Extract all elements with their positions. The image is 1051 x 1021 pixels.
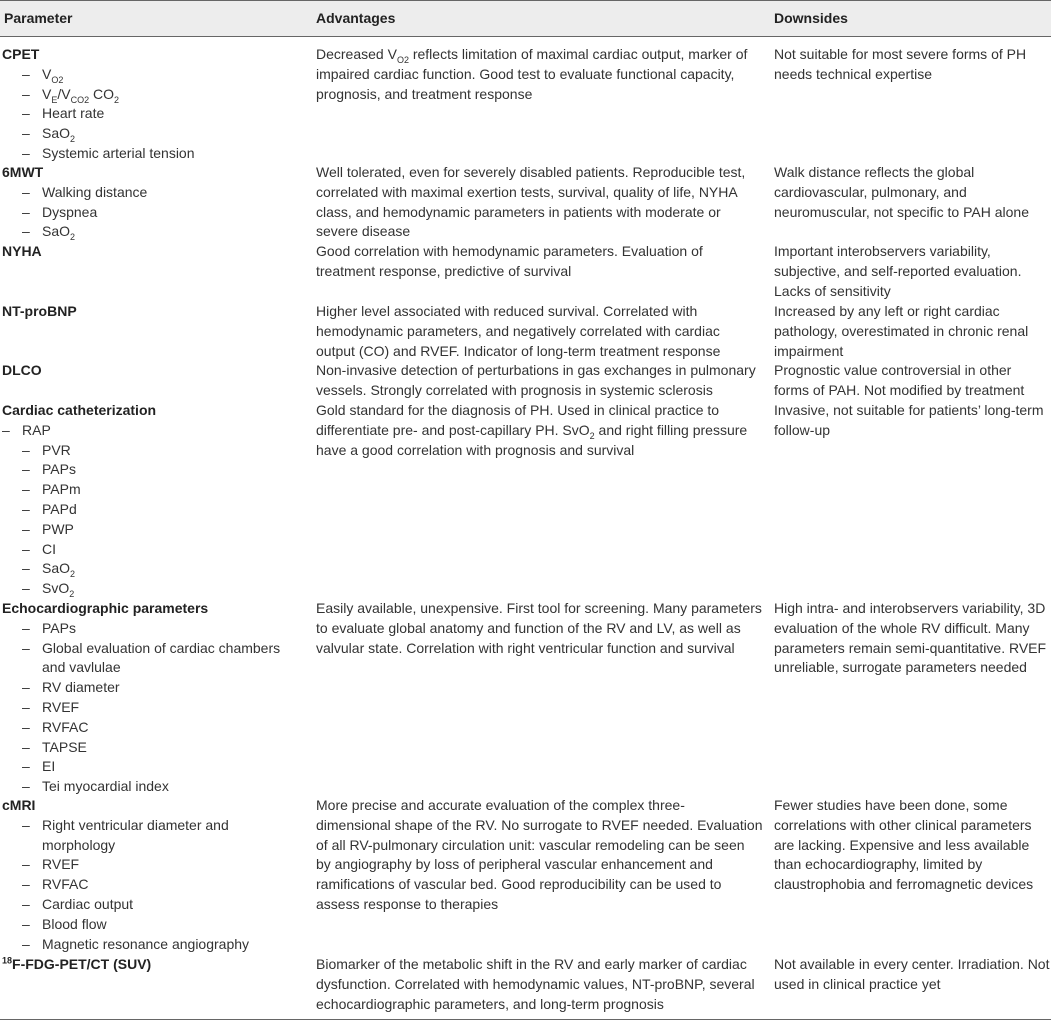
text-run: PAPs [42,619,76,636]
list-bullet: – [22,679,30,696]
downsides-line [774,183,967,203]
text-run: Not suitable for most severe forms of PH [774,46,1027,62]
text-run: Not available in every center. Irradiation. Not [774,956,1050,972]
parameter-item [42,816,229,836]
text-run: V [42,85,52,102]
row-parameter-name [2,599,208,619]
list-bullet: – [22,778,30,795]
downsides-line [774,322,1028,342]
downsides-line [774,816,1032,836]
parameter-item [42,855,79,875]
text-run: impaired cardiac function. Good test to evaluate functional capacity, [316,65,735,82]
text-run: subjective, and self-reported evaluation. [774,262,1022,279]
downsides-line [774,342,843,362]
row-parameter-name [2,45,39,65]
parameter-item [42,222,75,242]
parameter-item-continued: and vavlulae [42,659,121,676]
advantages-line [316,242,703,262]
subscript: 2 [69,588,75,599]
downsides-line [774,262,1021,282]
text-run: CI [42,540,56,557]
list-bullet: – [22,619,30,636]
advantages-line [316,85,532,105]
downsides-line [774,302,1000,322]
text-run: PAPd [42,501,77,517]
downsides-line [774,619,1030,639]
table-bottom-rule [0,1019,1051,1020]
list-bullet: – [22,758,30,775]
downsides-line [774,855,982,875]
row-parameter-name [2,401,156,421]
parameter-item [42,579,74,599]
list-bullet: – [22,65,30,82]
text-run: by angiography by loss of peripheral vascular enhancement and [316,856,713,873]
text-run: TAPSE [42,738,87,755]
text-run: CO [89,85,114,102]
text-run: EI [42,758,56,775]
text-run: treatment response, predictive of survival [316,262,572,279]
parameter-item [42,520,74,540]
text-run: vessels. Strongly correlated with prognosis in systemic sclerosis [316,381,713,398]
parameter-item [42,757,55,777]
list-bullet: – [22,223,30,240]
list-bullet: – [22,501,30,517]
parameter-item [42,203,97,223]
subscript: E [51,94,58,105]
text-run: Right ventricular diameter and [42,816,229,833]
row-parameter-name [2,163,43,183]
text-run: hemodynamic parameters, and negatively correlated with cardiac [316,322,720,339]
parameter-item [42,639,280,659]
downsides-line [774,282,891,302]
text-run: correlations with other clinical parameters [774,816,1032,833]
text-run: parameters remain semi-quantitative. RVEF [774,639,1047,656]
parameter-item [42,559,75,579]
text-run: assess response to therapies [316,896,499,912]
advantages-line [316,361,756,381]
parameter-item [42,718,88,738]
list-bullet: – [22,935,30,952]
parameter-item [42,500,77,520]
text-run: NT-proBNP [2,303,77,319]
text-run: correlated with maximal exertion tests, survival, quality of life, NYHA [316,183,738,200]
advantages-line [316,875,721,895]
text-run: RVFAC [42,876,89,893]
text-run: RVEF [42,856,80,873]
list-bullet: – [2,421,10,438]
row-parameter-name [2,302,77,322]
advantages-line [316,381,713,401]
downsides-line [774,658,1027,678]
text-run: Easily available, unexpensive. First tool for screening. Many parameters [316,600,762,616]
subscript: O2 [396,54,409,65]
parameter-item [42,875,88,895]
text-run: Prognostic value controversial in other [774,362,1012,378]
text-run: PAPm [42,481,81,498]
text-run: SaO [42,223,71,240]
text-run: /V [57,85,71,102]
text-run: are lacking. Expensive and less available [774,836,1030,853]
text-run: Gold standard for the diagnosis of PH. Used in clinical practice to [316,402,720,418]
parameter-item [42,619,76,639]
list-bullet: – [22,560,30,577]
subscript: 2 [589,430,595,441]
list-bullet: – [22,125,30,142]
advantages-line [316,421,747,441]
downsides-line [774,599,1045,619]
text-run: Well tolerated, even for severely disabled patients. Reproducible test, [316,164,746,180]
header-advantages: Advantages [316,10,396,26]
superscript: 18 [2,955,13,966]
advantages-line [316,322,720,342]
list-bullet: – [22,520,30,537]
advantages-line [316,302,697,322]
text-run: to evaluate global anatomy and function of the RV and LV, as well as [316,619,741,636]
list-bullet: – [22,441,30,458]
advantages-line [316,401,719,421]
text-run: class, and hemodynamic parameters in patients with moderate or [316,203,721,220]
list-bullet: – [22,540,30,557]
parameter-item [42,104,104,124]
text-run: Fewer studies have been done, some [774,797,1008,813]
downsides-line [774,163,974,183]
text-run: Tei myocardial index [42,778,169,795]
subscript: O2 [51,74,64,85]
text-run: used in clinical practice yet [774,975,941,992]
advantages-line [316,45,747,65]
text-run: RAP [22,421,51,438]
downsides-line [774,421,830,441]
row-parameter-name [2,955,151,975]
text-run: V [42,65,52,82]
text-run: unreliable, surrogate parameters needed [774,659,1027,676]
text-run: Blood flow [42,915,107,932]
advantages-line [316,855,713,875]
text-run: More precise and accurate evaluation of the complex three- [316,797,685,813]
parameter-item [42,935,249,955]
subscript: 2 [70,232,76,243]
list-bullet: – [22,915,30,932]
text-run: Good correlation with hemodynamic parameters. Evaluation of [316,243,703,259]
text-run: SaO [42,125,71,142]
text-run: Higher level associated with reduced survival. Correlated with [316,303,698,319]
text-run: Heart rate [42,105,105,122]
downsides-line [774,796,1007,816]
text-run: RV diameter [42,679,120,696]
subscript: 2 [70,569,76,580]
text-run: reflects limitation of maximal cardiac output, marker of [408,46,748,62]
header-parameter: Parameter [4,10,73,26]
parameter-item [42,144,195,164]
text-run: Echocardiographic parameters [2,600,209,616]
parameter-item [42,85,119,105]
header-downsides: Downsides [774,10,848,26]
advantages-line [316,619,741,639]
text-run: High intra- and interobservers variability, 3D [774,600,1046,616]
downsides-line [774,875,1033,895]
text-run: PWP [42,520,74,537]
text-run: Increased by any left or right cardiac [774,303,1000,319]
downsides-line [774,955,1049,975]
text-run: Dyspnea [42,203,98,220]
list-bullet: – [22,145,30,161]
text-run: echocardiographic parameters, and long-term prognosis [316,995,664,1012]
text-run: needs technical expertise [774,65,932,82]
downsides-line [774,639,1046,659]
advantages-line [316,342,720,362]
list-bullet: – [22,856,30,873]
advantages-line [316,441,634,461]
parameter-item [42,480,81,500]
text-run: NYHA [2,243,42,259]
subscript: 2 [70,133,76,144]
advantages-line [316,955,747,975]
parameter-item [42,460,76,480]
row-parameter-name [2,242,42,262]
list-bullet: – [22,461,30,478]
text-run: Biomarker of the metabolic shift in the RV and early marker of cardiac [316,956,747,972]
advantages-line [316,895,498,915]
parameter-item [22,421,51,441]
parameter-item [42,915,107,935]
list-bullet: – [22,85,30,102]
downsides-line [774,45,1026,65]
list-bullet: – [22,718,30,735]
parameter-item [42,895,133,915]
text-run: Magnetic resonance angiography [42,935,250,952]
parameter-item [42,738,87,758]
text-run: cardiovascular, pulmonary, and [774,183,967,200]
text-run: SaO [42,560,71,577]
text-run: PAPs [42,461,76,478]
row-parameter-name [2,361,42,381]
parameter-item [42,540,56,560]
text-run: Walk distance reflects the global [774,164,975,180]
downsides-line [774,836,1029,856]
text-run: PVR [42,441,71,458]
text-run: Walking distance [42,183,148,200]
list-bullet: – [22,203,30,220]
text-run: RVFAC [42,718,89,735]
list-bullet: – [22,639,30,656]
parameter-item [42,124,75,144]
parameter-item [42,678,120,698]
text-run: valvular state. Correlation with right ventricular function and survival [316,639,735,656]
text-run: Cardiac output [42,896,134,912]
downsides-line [774,361,1011,381]
list-bullet: – [22,699,30,715]
list-bullet: – [22,183,30,200]
text-run: severe disease [316,223,411,240]
advantages-line [316,65,734,85]
text-run: have a good correlation with prognosis and survival [316,441,635,458]
parameter-item [42,183,147,203]
list-bullet: – [22,876,30,893]
parameter-item-continued: morphology [42,836,116,853]
table-header-row [0,0,1051,37]
text-run: output (CO) and RVEF. Indicator of long-term treatment response [316,342,721,359]
list-bullet: – [22,481,30,498]
text-run: than echocardiography, limited by [774,856,983,873]
advantages-line [316,639,735,659]
text-run: forms of PAH. Not modified by treatment [774,381,1025,398]
advantages-line [316,796,685,816]
advantages-line [316,975,755,995]
text-run: dysfunction. Correlated with hemodynamic values, NT-proBNP, several [316,975,755,992]
parameter-item [42,777,169,797]
text-run: and right filling pressure [594,421,748,438]
row-parameter-name [2,796,35,816]
text-run: SvO [42,580,70,597]
downsides-line [774,65,932,85]
text-run: RVEF [42,699,80,715]
parameter-item [42,65,63,85]
advantages-line [316,163,745,183]
advantages-line [316,995,664,1015]
list-bullet: – [22,580,30,597]
text-run: ramifications of vascular bed. Good reproducibility can be used to [316,876,722,893]
downsides-line [774,242,991,262]
advantages-line [316,599,762,619]
text-run: differentiate pre- and post-capillary PH. SvO [316,421,590,438]
list-bullet: – [22,105,30,122]
text-run: Non-invasive detection of perturbations in gas exchanges in pulmonary [316,362,756,378]
text-run: pathology, overestimated in chronic renal [774,322,1029,339]
downsides-line [774,203,1029,223]
text-run: Decreased V [316,46,397,62]
downsides-line [774,401,1044,421]
parameter-item [42,441,71,461]
text-run: impairment [774,342,844,359]
text-run: dimensional shape of the RV. No surrogate to RVEF needed. Evaluation [316,816,763,833]
subscript: CO2 [70,94,90,105]
text-run: Important interobservers variability, [774,243,991,259]
text-run: evaluation of the whole RV difficult. Many [774,619,1030,636]
text-run: Lacks of sensitivity [774,282,891,299]
text-run: 6MWT [2,164,44,180]
text-run: Global evaluation of cardiac chambers [42,639,281,656]
text-run: neuromuscular, not specific to PAH alone [774,203,1029,220]
advantages-line [316,203,721,223]
text-run: Invasive, not suitable for patients’ long-term [774,402,1044,418]
text-run: F-FDG-PET/CT (SUV) [12,956,152,972]
text-run: follow-up [774,421,831,438]
advantages-line [316,816,762,836]
advantages-line [316,836,745,856]
text-run: Systemic arterial tension [42,145,195,161]
parameter-item [42,698,79,718]
text-run: Cardiac catheterization [2,402,157,418]
text-run: CPET [2,46,40,62]
text-run: DLCO [2,362,42,378]
advantages-line [316,183,738,203]
list-bullet: – [22,896,30,912]
text-run: of all RV-pulmonary circulation unit: vascular remodeling can be seen [316,836,745,853]
downsides-line [774,381,1024,401]
text-run: cMRI [2,797,36,813]
advantages-line [316,222,410,242]
downsides-line [774,975,941,995]
list-bullet: – [22,738,30,755]
advantages-line [316,262,571,282]
subscript: 2 [114,94,120,105]
text-run: prognosis, and treatment response [316,85,533,102]
list-bullet: – [22,816,30,833]
text-run: claustrophobia and ferromagnetic devices [774,876,1034,893]
